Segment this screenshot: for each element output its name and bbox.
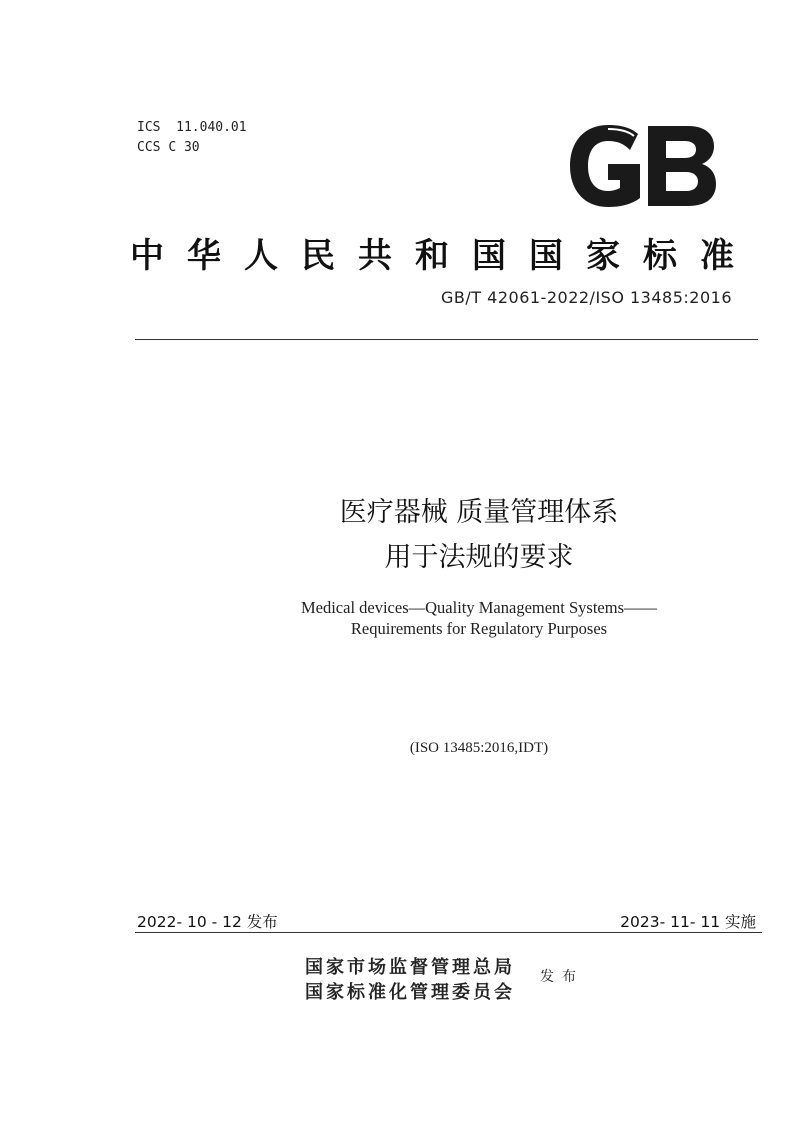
- classification-codes: [137, 118, 247, 158]
- issue-action: 发布: [540, 969, 584, 985]
- standard-number: GB/T 42061-2022/ISO 13485:2016: [441, 288, 732, 307]
- adoption-note: (ISO 13485:2016,IDT): [409, 740, 549, 756]
- header-divider: [135, 339, 758, 340]
- national-standard-heading: 中华人民共和国国家标准: [130, 236, 757, 276]
- english-title-line1: Medical devices—Quality Management Systems——: [300, 598, 658, 617]
- english-title-line2: Requirements for Regulatory Purposes: [350, 619, 608, 638]
- ccs-label: CCS: [137, 140, 161, 155]
- issuing-authorities: [305, 955, 515, 1005]
- ccs-row: [137, 138, 247, 158]
- ccs-value: C 30: [168, 140, 200, 155]
- issuer-samr: 国家市场监督管理总局: [305, 957, 515, 978]
- chinese-title-line1: 医疗器械 质量管理体系: [339, 497, 619, 528]
- ics-value: 11.040.01: [176, 120, 247, 135]
- footer-divider: [135, 932, 762, 933]
- ics-row: [137, 118, 247, 138]
- implementation-date: 2023- 11- 11 实施: [620, 913, 756, 931]
- issue-date: 2022- 10 - 12 发布: [137, 913, 278, 931]
- ics-label: ICS: [137, 120, 161, 135]
- issuer-sac: 国家标准化管理委员会: [305, 982, 515, 1003]
- gb-logo: [568, 124, 718, 208]
- chinese-title-line2: 用于法规的要求: [384, 542, 574, 573]
